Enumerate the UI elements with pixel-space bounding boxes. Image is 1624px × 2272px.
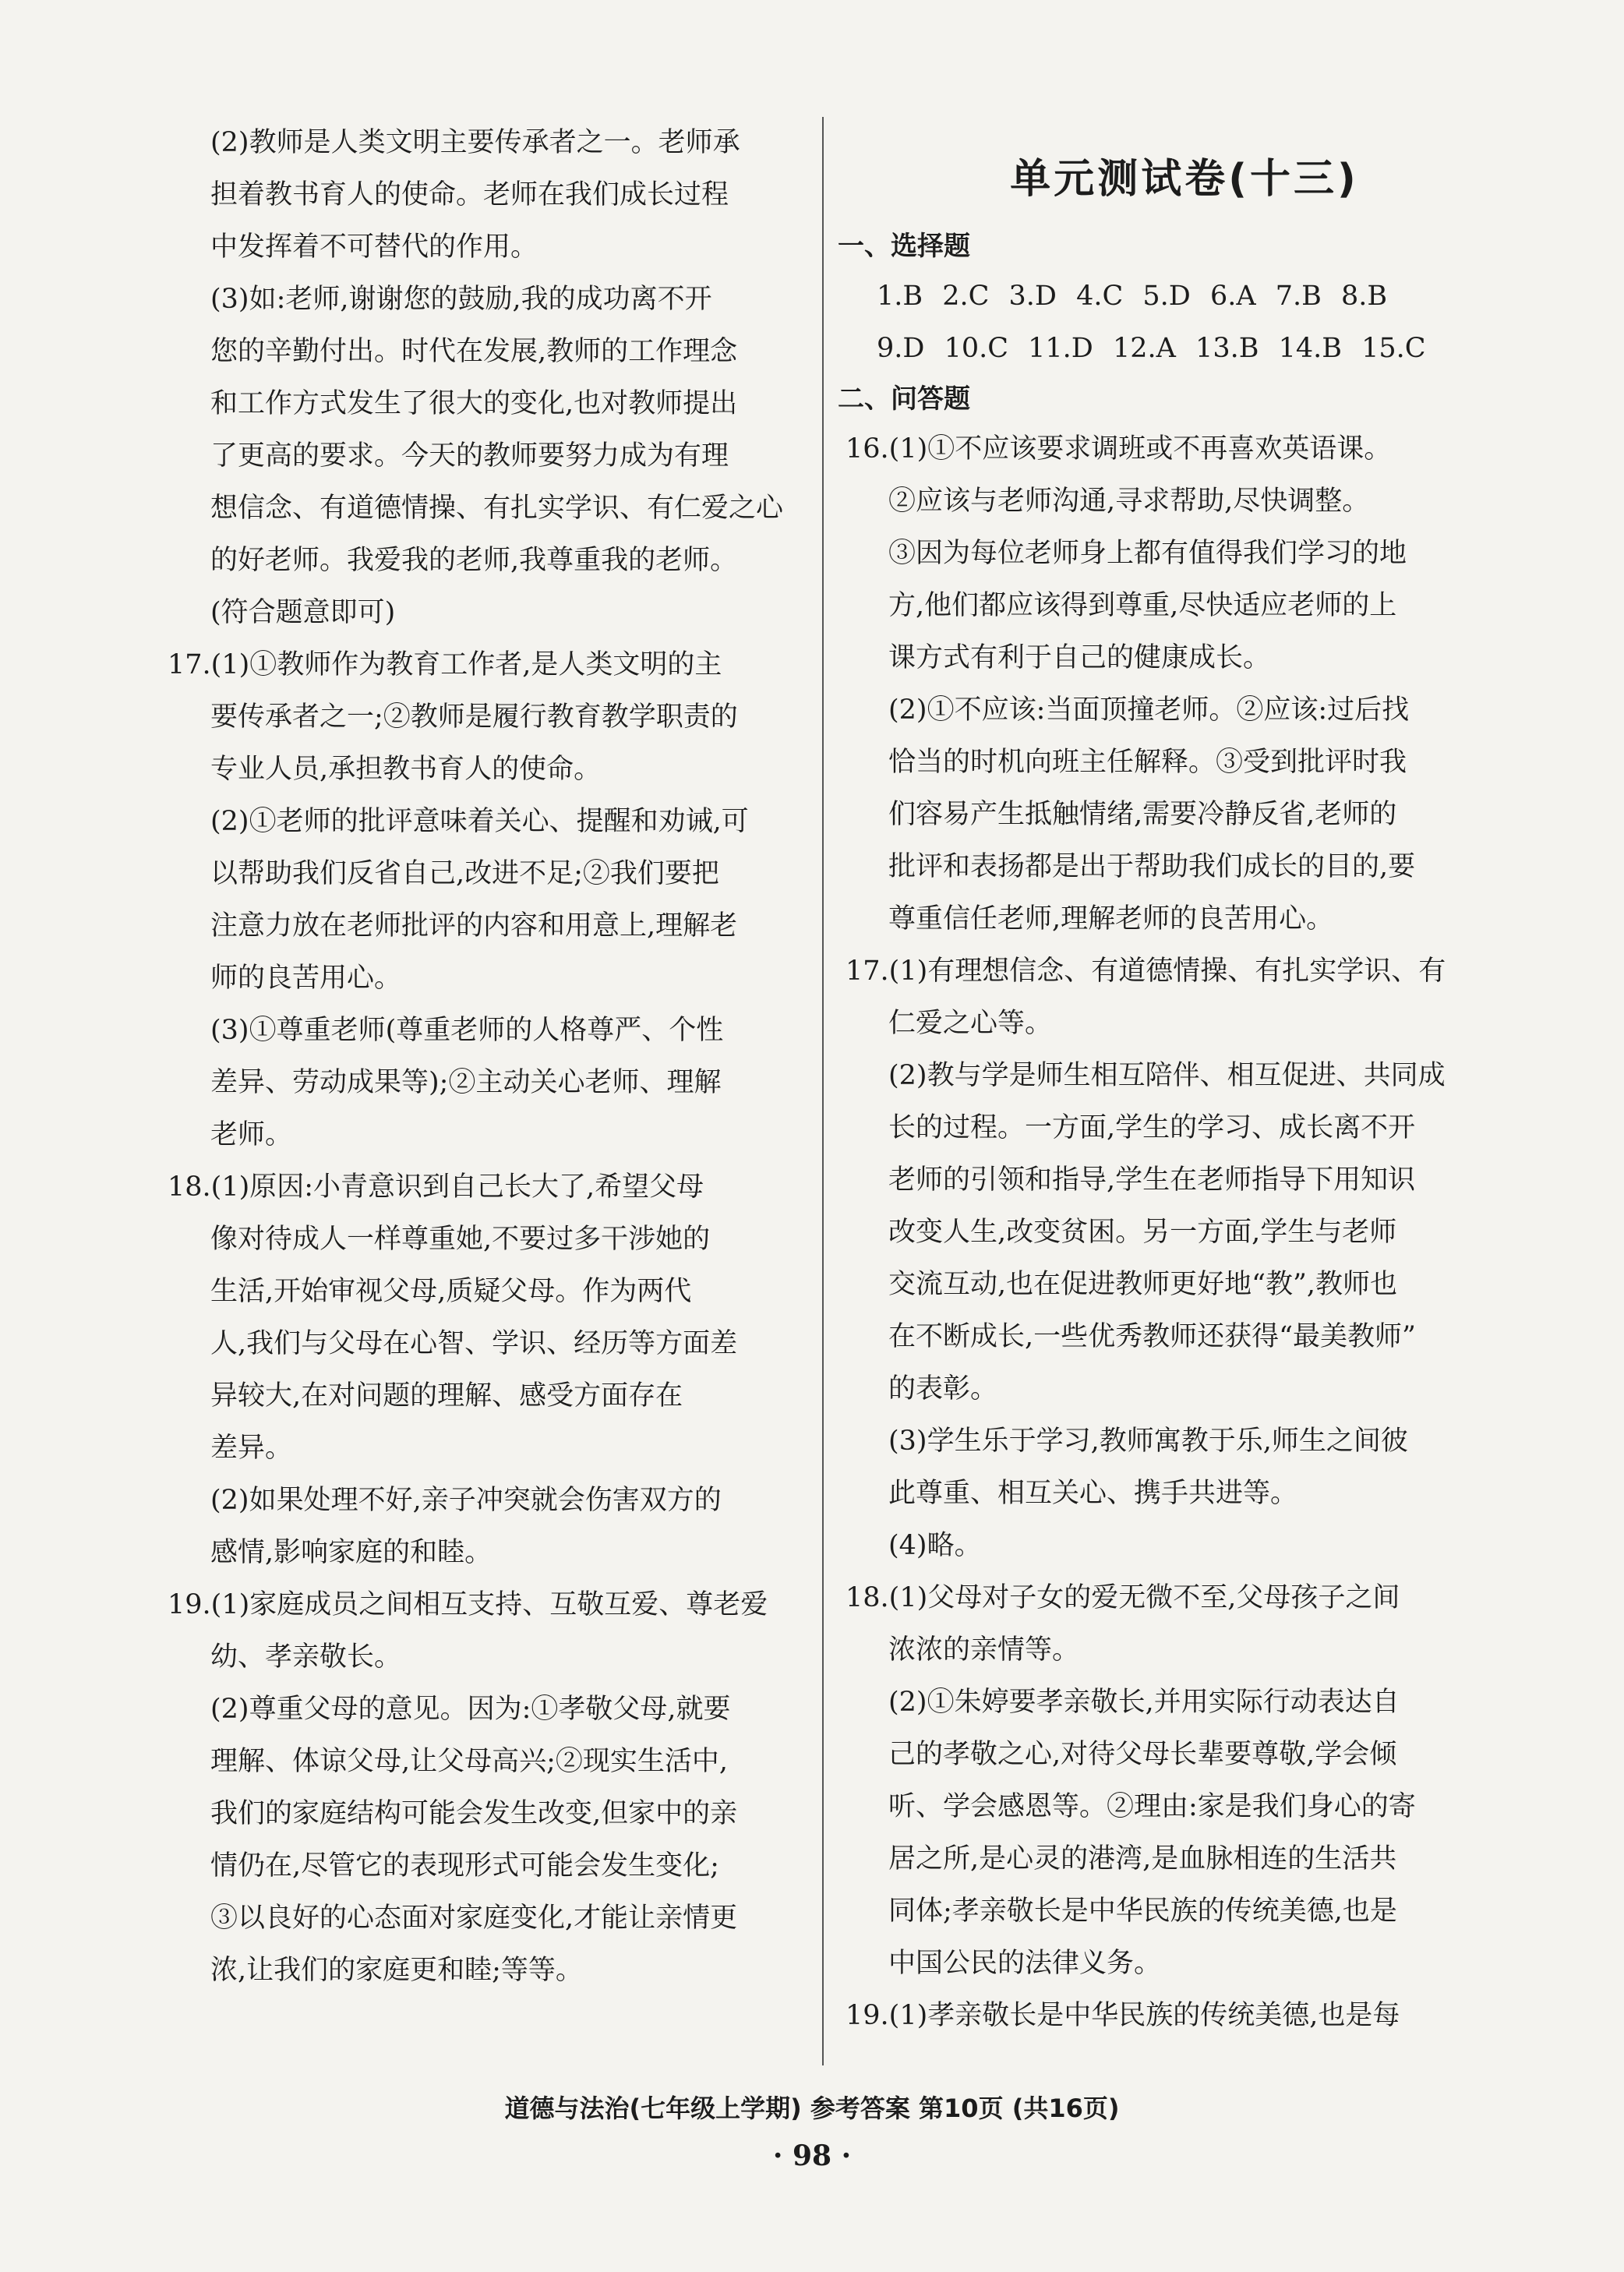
- answer-line: 以帮助我们反省自己,改进不足;②我们要把: [210, 858, 719, 889]
- answer-line: (2)①朱婷要孝亲敬长,并用实际行动表达自: [888, 1687, 1400, 1718]
- answer-line: 中发挥着不可替代的作用。: [210, 231, 538, 263]
- answer-line: (2)教师是人类文明主要传承者之一。老师承: [210, 127, 740, 158]
- answer-line: 担着教书育人的使命。老师在我们成长过程: [210, 179, 729, 210]
- answer-line: 想信念、有道德情操、有扎实学识、有仁爱之心: [210, 493, 784, 524]
- answer-line: 要传承者之一;②教师是履行教育教学职责的: [210, 701, 738, 733]
- answer-line: 老师的引领和指导,学生在老师指导下用知识: [888, 1164, 1416, 1196]
- answer-line: (2)①老师的批评意味着关心、提醒和劝诫,可: [210, 806, 749, 837]
- answer-line: 同体;孝亲敬长是中华民族的传统美德,也是: [888, 1896, 1397, 1927]
- answer-line: (2)如果处理不好,亲子冲突就会伤害双方的: [210, 1485, 722, 1516]
- answer-line: 和工作方式发生了很大的变化,也对教师提出: [210, 388, 738, 419]
- answer-line: 16.(1)①不应该要求调班或不再喜欢英语课。: [846, 433, 1392, 465]
- answer-line: (2)尊重父母的意见。因为:①孝敬父母,就要: [210, 1694, 731, 1725]
- answer-line: 18.(1)父母对子女的爱无微不至,父母孩子之间: [846, 1582, 1400, 1613]
- answer-line: 中国公民的法律义务。: [888, 1948, 1162, 1979]
- answer-line: 差异。: [210, 1433, 293, 1464]
- answer-line: 的好老师。我爱我的老师,我尊重我的老师。: [210, 545, 738, 576]
- answer-line: 方,他们都应该得到尊重,尽快适应老师的上: [888, 590, 1397, 621]
- answer-line: 17.(1)①教师作为教育工作者,是人类文明的主: [168, 649, 722, 680]
- answer-line: 注意力放在老师批评的内容和用意上,理解老: [210, 910, 738, 942]
- section-multiple-choice: 一、选择题: [838, 231, 970, 262]
- answer-line: 尊重信任老师,理解老师的良苦用心。: [888, 903, 1334, 935]
- test-title: 单元测试卷(十三): [1010, 156, 1359, 203]
- answer-line: 18.(1)原因:小青意识到自己长大了,希望父母: [168, 1171, 704, 1203]
- answer-line: 幼、孝亲敬长。: [210, 1641, 402, 1673]
- left-column: [160, 117, 853, 1997]
- right-column: [838, 144, 1531, 2042]
- answer-line: 像对待成人一样尊重她,不要过多干涉她的: [210, 1224, 711, 1255]
- answer-line: (符合题意即可): [210, 597, 396, 628]
- answer-line: 19.(1)家庭成员之间相互支持、互敬互爱、尊老爱: [168, 1589, 768, 1620]
- answer-line: 浓,让我们的家庭更和睦;等等。: [210, 1955, 583, 1986]
- answer-line: 改变人生,改变贫困。另一方面,学生与老师: [888, 1217, 1397, 1248]
- answer-line: 情仍在,尽管它的表现形式可能会发生变化;: [210, 1850, 719, 1882]
- answer-line: 们容易产生抵触情绪,需要冷静反省,老师的: [888, 799, 1397, 830]
- answer-line: 我们的家庭结构可能会发生改变,但家中的亲: [210, 1798, 738, 1829]
- answer-line: (2)教与学是师生相互陪伴、相互促进、共同成: [888, 1060, 1446, 1091]
- section-questions: 二、问答题: [838, 383, 970, 415]
- answer-line: 听、学会感恩等。②理由:家是我们身心的寄: [888, 1791, 1416, 1822]
- answer-line: ②应该与老师沟通,寻求帮助,尽快调整。: [888, 486, 1370, 517]
- answer-line: 感情,影响家庭的和睦。: [210, 1537, 492, 1568]
- answer-line: (4)略。: [888, 1530, 982, 1561]
- answer-line: 生活,开始审视父母,质疑父母。作为两代: [210, 1276, 692, 1307]
- answer-line: 在不断成长,一些优秀教师还获得“最美教师”: [888, 1321, 1416, 1352]
- answer-line: ③以良好的心态面对家庭变化,才能让亲情更: [210, 1903, 738, 1934]
- answer-line: 浓浓的亲情等。: [888, 1634, 1080, 1666]
- answer-line: 17.(1)有理想信念、有道德情操、有扎实学识、有: [846, 956, 1446, 987]
- choice-answers-row-2: 9.D 10.C 11.D 12.A 13.B 14.B 15.C: [877, 333, 1426, 364]
- answer-line: 己的孝敬之心,对待父母长辈要尊敬,学会倾: [888, 1739, 1397, 1770]
- answer-line: 此尊重、相互关心、携手共进等。: [888, 1478, 1298, 1509]
- answer-line: 人,我们与父母在心智、学识、经历等方面差: [210, 1328, 738, 1359]
- page-number: · 98 ·: [772, 2139, 852, 2172]
- answer-line: 交流互动,也在促进教师更好地“教”,教师也: [888, 1269, 1398, 1300]
- answer-line: (3)如:老师,谢谢您的鼓励,我的成功离不开: [210, 284, 712, 315]
- answer-line: 师的良苦用心。: [210, 963, 402, 994]
- answer-line: 老师。: [210, 1119, 293, 1150]
- answer-line: (2)①不应该:当面顶撞老师。②应该:过后找: [888, 694, 1410, 726]
- answer-line: 长的过程。一方面,学生的学习、成长离不开: [888, 1112, 1416, 1143]
- answer-line: 差异、劳动成果等);②主动关心老师、理解: [210, 1067, 722, 1098]
- answer-line: 理解、体谅父母,让父母高兴;②现实生活中,: [210, 1746, 729, 1777]
- answer-line: 专业人员,承担教书育人的使命。: [210, 754, 602, 785]
- answer-line: 19.(1)孝亲敬长是中华民族的传统美德,也是每: [846, 2000, 1400, 2031]
- answer-line: 仁爱之心等。: [888, 1008, 1053, 1039]
- choice-answers-row-1: 1.B 2.C 3.D 4.C 5.D 6.A 7.B 8.B: [877, 281, 1388, 312]
- page-footer: 道德与法治(七年级上学期) 参考答案 第10页 (共16页): [504, 2094, 1120, 2123]
- answer-line: 的表彰。: [888, 1373, 998, 1405]
- answer-line: 居之所,是心灵的港湾,是血脉相连的生活共: [888, 1843, 1397, 1874]
- answer-line: 您的辛勤付出。时代在发展,教师的工作理念: [210, 336, 738, 367]
- answer-line: 恰当的时机向班主任解释。③受到批评时我: [888, 747, 1407, 778]
- answer-line: 课方式有利于自己的健康成长。: [888, 642, 1271, 673]
- answer-line: (3)学生乐于学习,教师寓教于乐,师生之间彼: [888, 1426, 1408, 1457]
- answer-line: (3)①尊重老师(尊重老师的人格尊严、个性: [210, 1015, 724, 1046]
- right-answer-text: [838, 423, 1531, 2042]
- answer-line: ③因为每位老师身上都有值得我们学习的地: [888, 538, 1407, 569]
- answer-line: 异较大,在对问题的理解、感受方面存在: [210, 1380, 683, 1412]
- answer-line: 批评和表扬都是出于帮助我们成长的目的,要: [888, 851, 1416, 882]
- answer-line: 了更高的要求。今天的教师要努力成为有理: [210, 440, 729, 472]
